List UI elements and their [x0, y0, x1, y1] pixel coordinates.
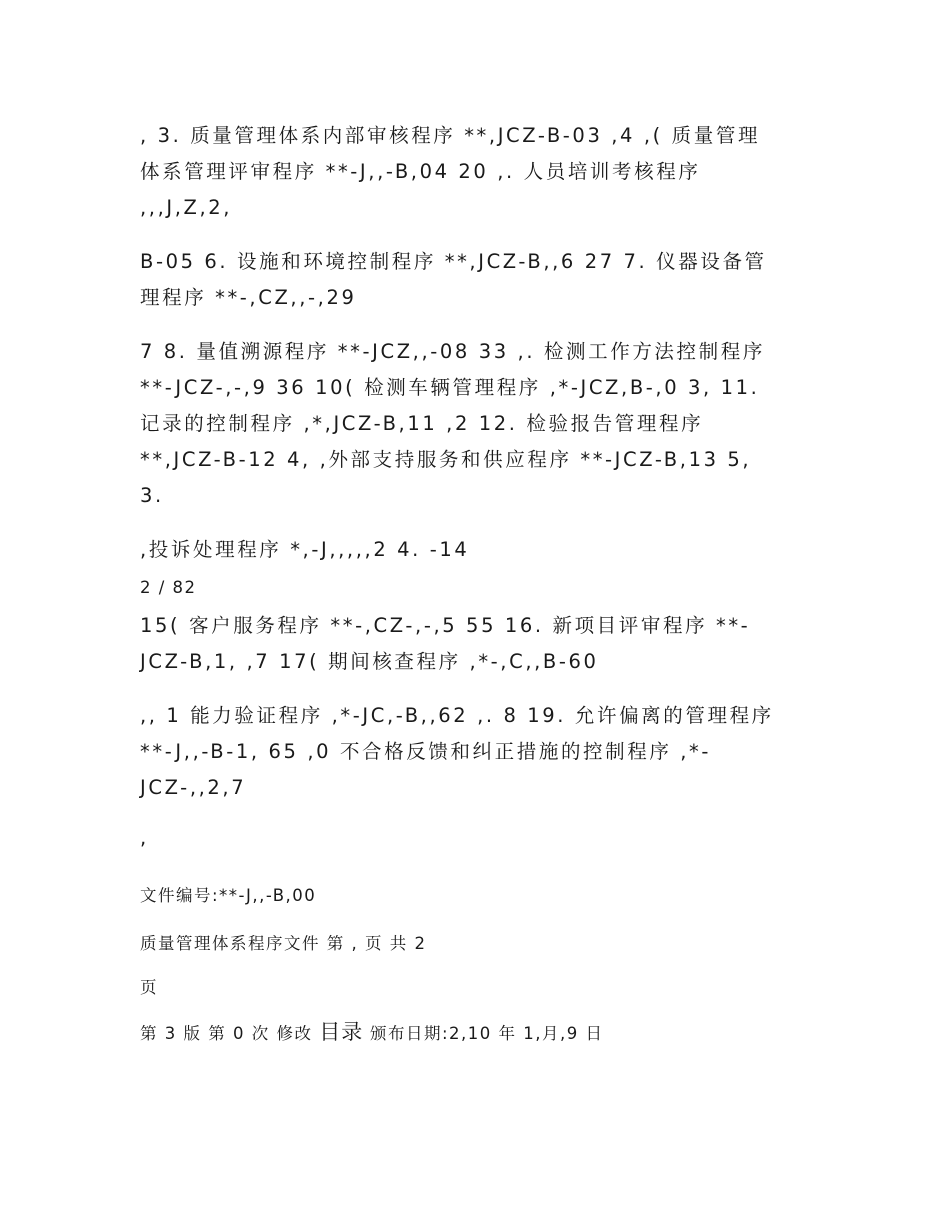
page-unit: 页 — [140, 978, 158, 997]
doc-number: 文件编号:**-J,,-B,00 — [140, 886, 317, 905]
text-line: **-J,,-B-1, 65 ,0 不合格反馈和纠正措施的控制程序 ,*- — [140, 740, 712, 763]
text-line: JCZ-,,2,7 — [140, 776, 247, 799]
text-line: ,, 1 能力验证程序 ,*-JC,-B,,62 ,. 8 19. 允许偏离的管理程序 — [140, 704, 774, 727]
toc-paragraph-4 — [140, 532, 820, 568]
text-line: , 3. 质量管理体系内部审核程序 **,JCZ-B-03 ,4 ,( 质量管理 — [140, 124, 761, 147]
text-line: 体系管理评审程序 **-J,,-B,04 20 ,. 人员培训考核程序 — [140, 160, 701, 183]
text-line: , — [140, 826, 149, 849]
release-date: 颁布日期:2,10 年 1,月,9 日 — [369, 1024, 604, 1043]
text-line: B-05 6. 设施和环境控制程序 **,JCZ-B,,6 27 7. 仪器设备管 — [140, 250, 767, 273]
text-line: 15( 客户服务程序 **-,CZ-,-,5 55 16. 新项目评审程序 **- — [140, 614, 751, 637]
text-line: **-JCZ-,-,9 36 10( 检测车辆管理程序 ,*-JCZ,B-,0 3, 11. — [140, 376, 760, 399]
page-number: 2 / 82 — [140, 578, 197, 597]
text-line: ,,,J,Z,2, — [140, 196, 233, 219]
toc-paragraph-5 — [140, 608, 820, 680]
document-page — [140, 118, 820, 1046]
text-line: 记录的控制程序 ,*,JCZ-B,11 ,2 12. 检验报告管理程序 — [140, 412, 704, 435]
toc-label: 目录 — [319, 1020, 364, 1044]
toc-paragraph-3 — [140, 334, 820, 514]
toc-paragraph-7 — [140, 820, 820, 856]
text-line: 理程序 **-,CZ,,-,29 — [140, 286, 357, 309]
toc-paragraph-6 — [140, 698, 820, 806]
toc-paragraph-2 — [140, 244, 820, 316]
version-prefix: 第 3 版 第 0 次 修改 — [140, 1024, 313, 1043]
toc-paragraph-1 — [140, 118, 820, 226]
text-line: ,投诉处理程序 *,-J,,,,,2 4. -14 — [140, 538, 470, 561]
version-line — [140, 1020, 820, 1046]
text-line: **,JCZ-B-12 4, ,外部支持服务和供应程序 **-JCZ-B,13 5, — [140, 448, 752, 471]
text-line: JCZ-B,1, ,7 17( 期间核查程序 ,*-,C,,B-60 — [140, 650, 599, 673]
doc-title: 质量管理体系程序文件 第 , 页 共 2 — [140, 934, 427, 953]
text-line: 7 8. 量值溯源程序 **-JCZ,,-08 33 ,. 检测工作方法控制程序 — [140, 340, 765, 363]
text-line: 3. — [140, 484, 164, 507]
